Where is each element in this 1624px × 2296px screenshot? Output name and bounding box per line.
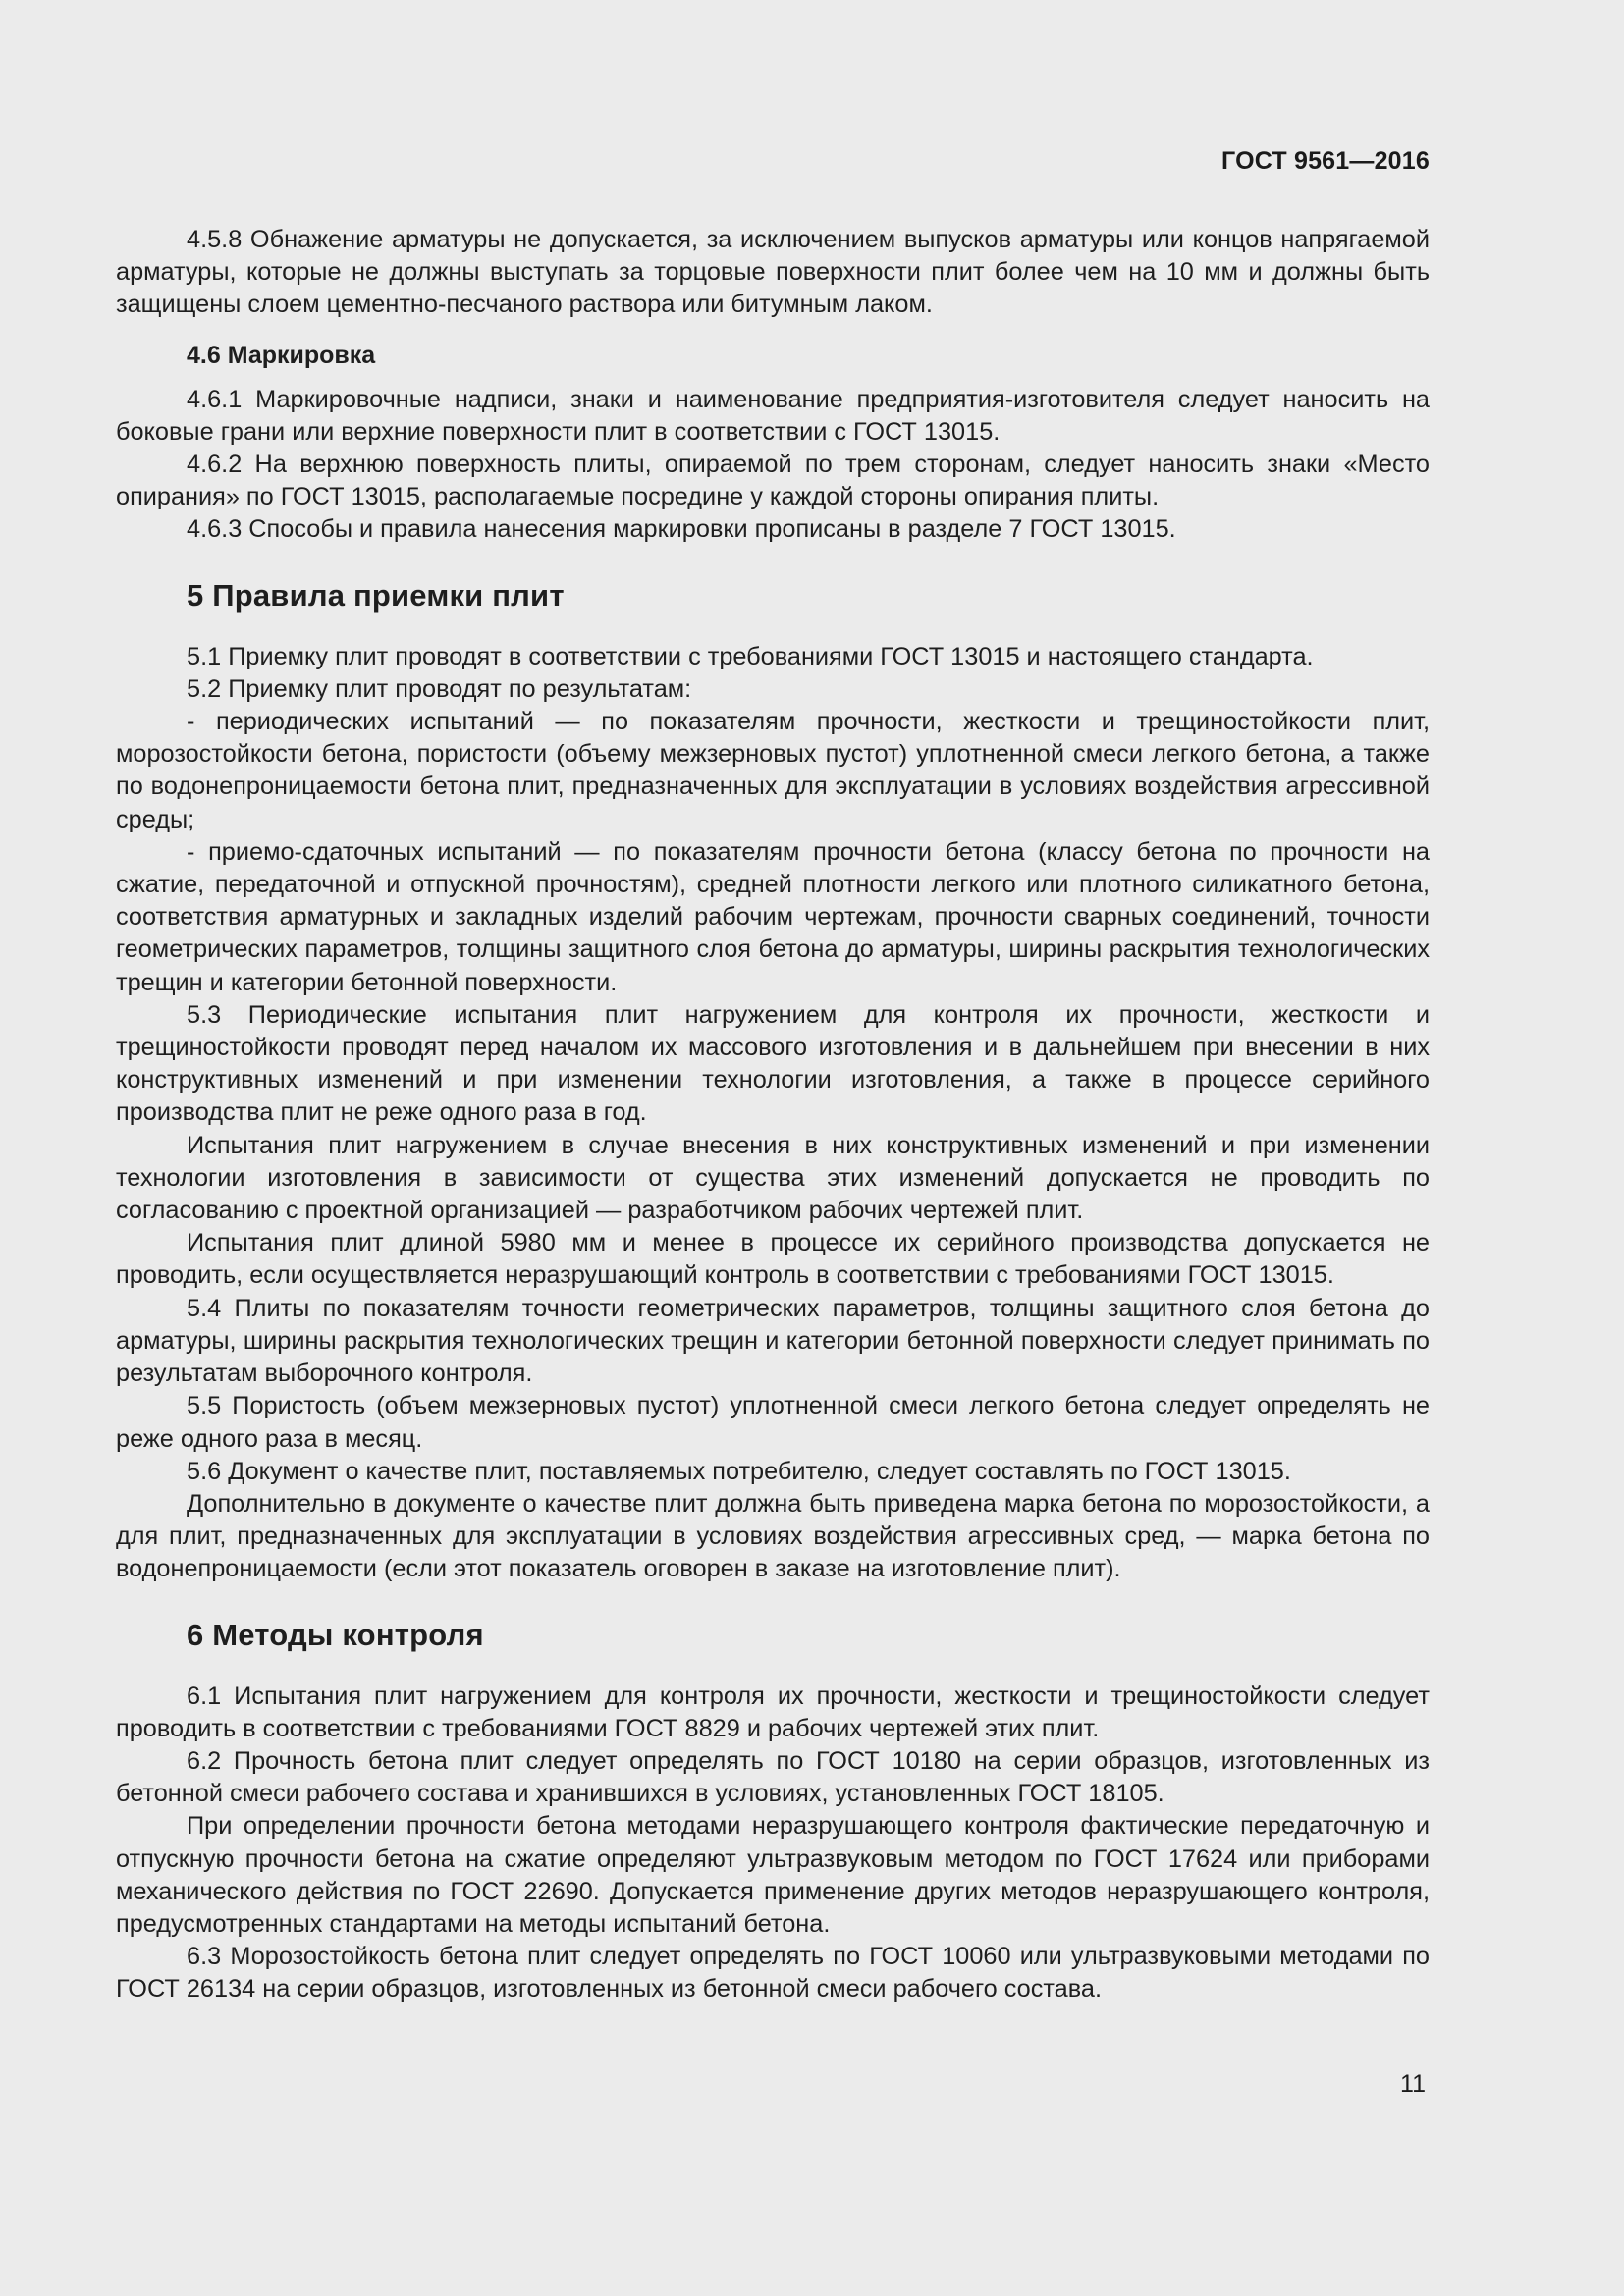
paragraph-5-3-loading-tests: Испытания плит нагружением в случае внесения в них конструктивных изменений и при изменении технологии изготовления в зависимости от существа этих изменений допускается не проводить по согласованию с проектной организацией — разработчиком рабочих чертежей плит.	[116, 1131, 1430, 1225]
paragraph-5-4: 5.4 Плиты по показателям точности геометрических параметров, толщины защитного слоя бетона до арматуры, ширины раскрытия технологических трещин и категории бетонной поверхности следует принимать по результатам выборочного контроля.	[116, 1294, 1430, 1388]
paragraph-5-2: 5.2 Приемку плит проводят по результатам:	[187, 674, 692, 703]
paragraph-5-6-additional: Дополнительно в документе о качестве плит должна быть приведена марка бетона по морозостойкости, а для плит, предназначенных для эксплуатации в условиях воздействия агрессивных сред, — марка бетона по водонепроницаемости (если этот показатель оговорен в заказе на изготовление плит).	[116, 1489, 1430, 1583]
list-item-periodic-tests: - периодических испытаний — по показателям прочности, жесткости и трещиностойкости плит, морозостойкости бетона, пористости (объему межзерновых пустот) уплотненной смеси легкого бетона, а также по водонепроницаемости бетона плит, предназначенных для эксплуатации в условиях воздействия агрессивной среды;	[116, 708, 1430, 833]
document-code-header: ГОСТ 9561—2016	[1221, 147, 1430, 175]
paragraph-5-5: 5.5 Пористость (объем межзерновых пустот) уплотненной смеси легкого бетона следует определять не реже одного раза в месяц.	[116, 1392, 1430, 1453]
paragraph-4-6-3: 4.6.3 Способы и правила нанесения маркировки прописаны в разделе 7 ГОСТ 13015.	[187, 515, 1176, 544]
page-number: 11	[1400, 2070, 1426, 2098]
paragraph-5-1: 5.1 Приемку плит проводят в соответствии с требованиями ГОСТ 13015 и настоящего стандарта.	[187, 642, 1314, 670]
paragraph-6-3: 6.3 Морозостойкость бетона плит следует определять по ГОСТ 10060 или ультразвуковыми методами по ГОСТ 26134 на серии образцов, изготовленных из бетонной смеси рабочего состава.	[116, 1943, 1430, 2003]
paragraph-5-3-length-tests: Испытания плит длиной 5980 мм и менее в процессе их серийного производства допускается не проводить, если осуществляется неразрушающий контроль в соответствии с требованиями ГОСТ 13015.	[116, 1229, 1430, 1290]
paragraph-6-2-nondestructive: При определении прочности бетона методами неразрушающего контроля фактические передаточную и отпускную прочности бетона на сжатие определяют ультразвуковым методом по ГОСТ 17624 или приборами механического действия по ГОСТ 22690. Допускается применение других методов неразрушающего контроля, предусмотренных стандартами на методы испытаний бетона.	[116, 1812, 1430, 1938]
document-body	[116, 224, 1430, 2006]
section-6-heading: 6 Методы контроля	[187, 1617, 484, 1652]
paragraph-5-6: 5.6 Документ о качестве плит, поставляемых потребителю, следует составлять по ГОСТ 13015.	[187, 1457, 1291, 1485]
paragraph-6-1: 6.1 Испытания плит нагружением для контроля их прочности, жесткости и трещиностойкости следует проводить в соответствии с требованиями ГОСТ 8829 и рабочих чертежей этих плит.	[116, 1682, 1430, 1742]
section-5-heading: 5 Правила приемки плит	[187, 577, 565, 613]
paragraph-4-6-1: 4.6.1 Маркировочные надписи, знаки и наименование предприятия-изготовителя следует наносить на боковые грани или верхние поверхности плит в соответствии с ГОСТ 13015.	[116, 385, 1430, 446]
paragraph-6-2: 6.2 Прочность бетона плит следует определять по ГОСТ 10180 на серии образцов, изготовленных из бетонной смеси рабочего состава и хранившихся в условиях, установленных ГОСТ 18105.	[116, 1746, 1430, 1808]
list-item-acceptance-tests: - приемо-сдаточных испытаний — по показателям прочности бетона (классу бетона по прочности на сжатие, передаточной и отпускной прочностям), средней плотности легкого или плотного силикатного бетона, соответствия арматурных и закладных изделий рабочим чертежам, прочности сварных соединений, точности геометрических параметров, толщины защитного слоя бетона до арматуры, ширины раскрытия технологических трещин и категории бетонной поверхности.	[116, 837, 1430, 996]
paragraph-4-5-8: 4.5.8 Обнажение арматуры не допускается, за исключением выпусков арматуры или концов напрягаемой арматуры, которые не должны выступать за торцовые поверхности плит более чем на 10 мм и должны быть защищены слоем цементно-песчаного раствора или битумным лаком.	[116, 226, 1430, 319]
paragraph-5-3: 5.3 Периодические испытания плит нагружением для контроля их прочности, жесткости и трещиностойкости проводят перед началом их массового изготовления и в дальнейшем при внесении в них конструктивных изменений и при изменении технологии изготовления, а также в процессе серийного производства плит не реже одного раза в год.	[116, 1000, 1430, 1127]
paragraph-4-6-2: 4.6.2 На верхнюю поверхность плиты, опираемой по трем сторонам, следует наносить знаки «Место опирания» по ГОСТ 13015, располагаемые посредине у каждой стороны опирания плиты.	[116, 451, 1430, 511]
document-page	[116, 0, 1430, 2296]
section-4-6-heading: 4.6 Маркировка	[187, 341, 376, 369]
